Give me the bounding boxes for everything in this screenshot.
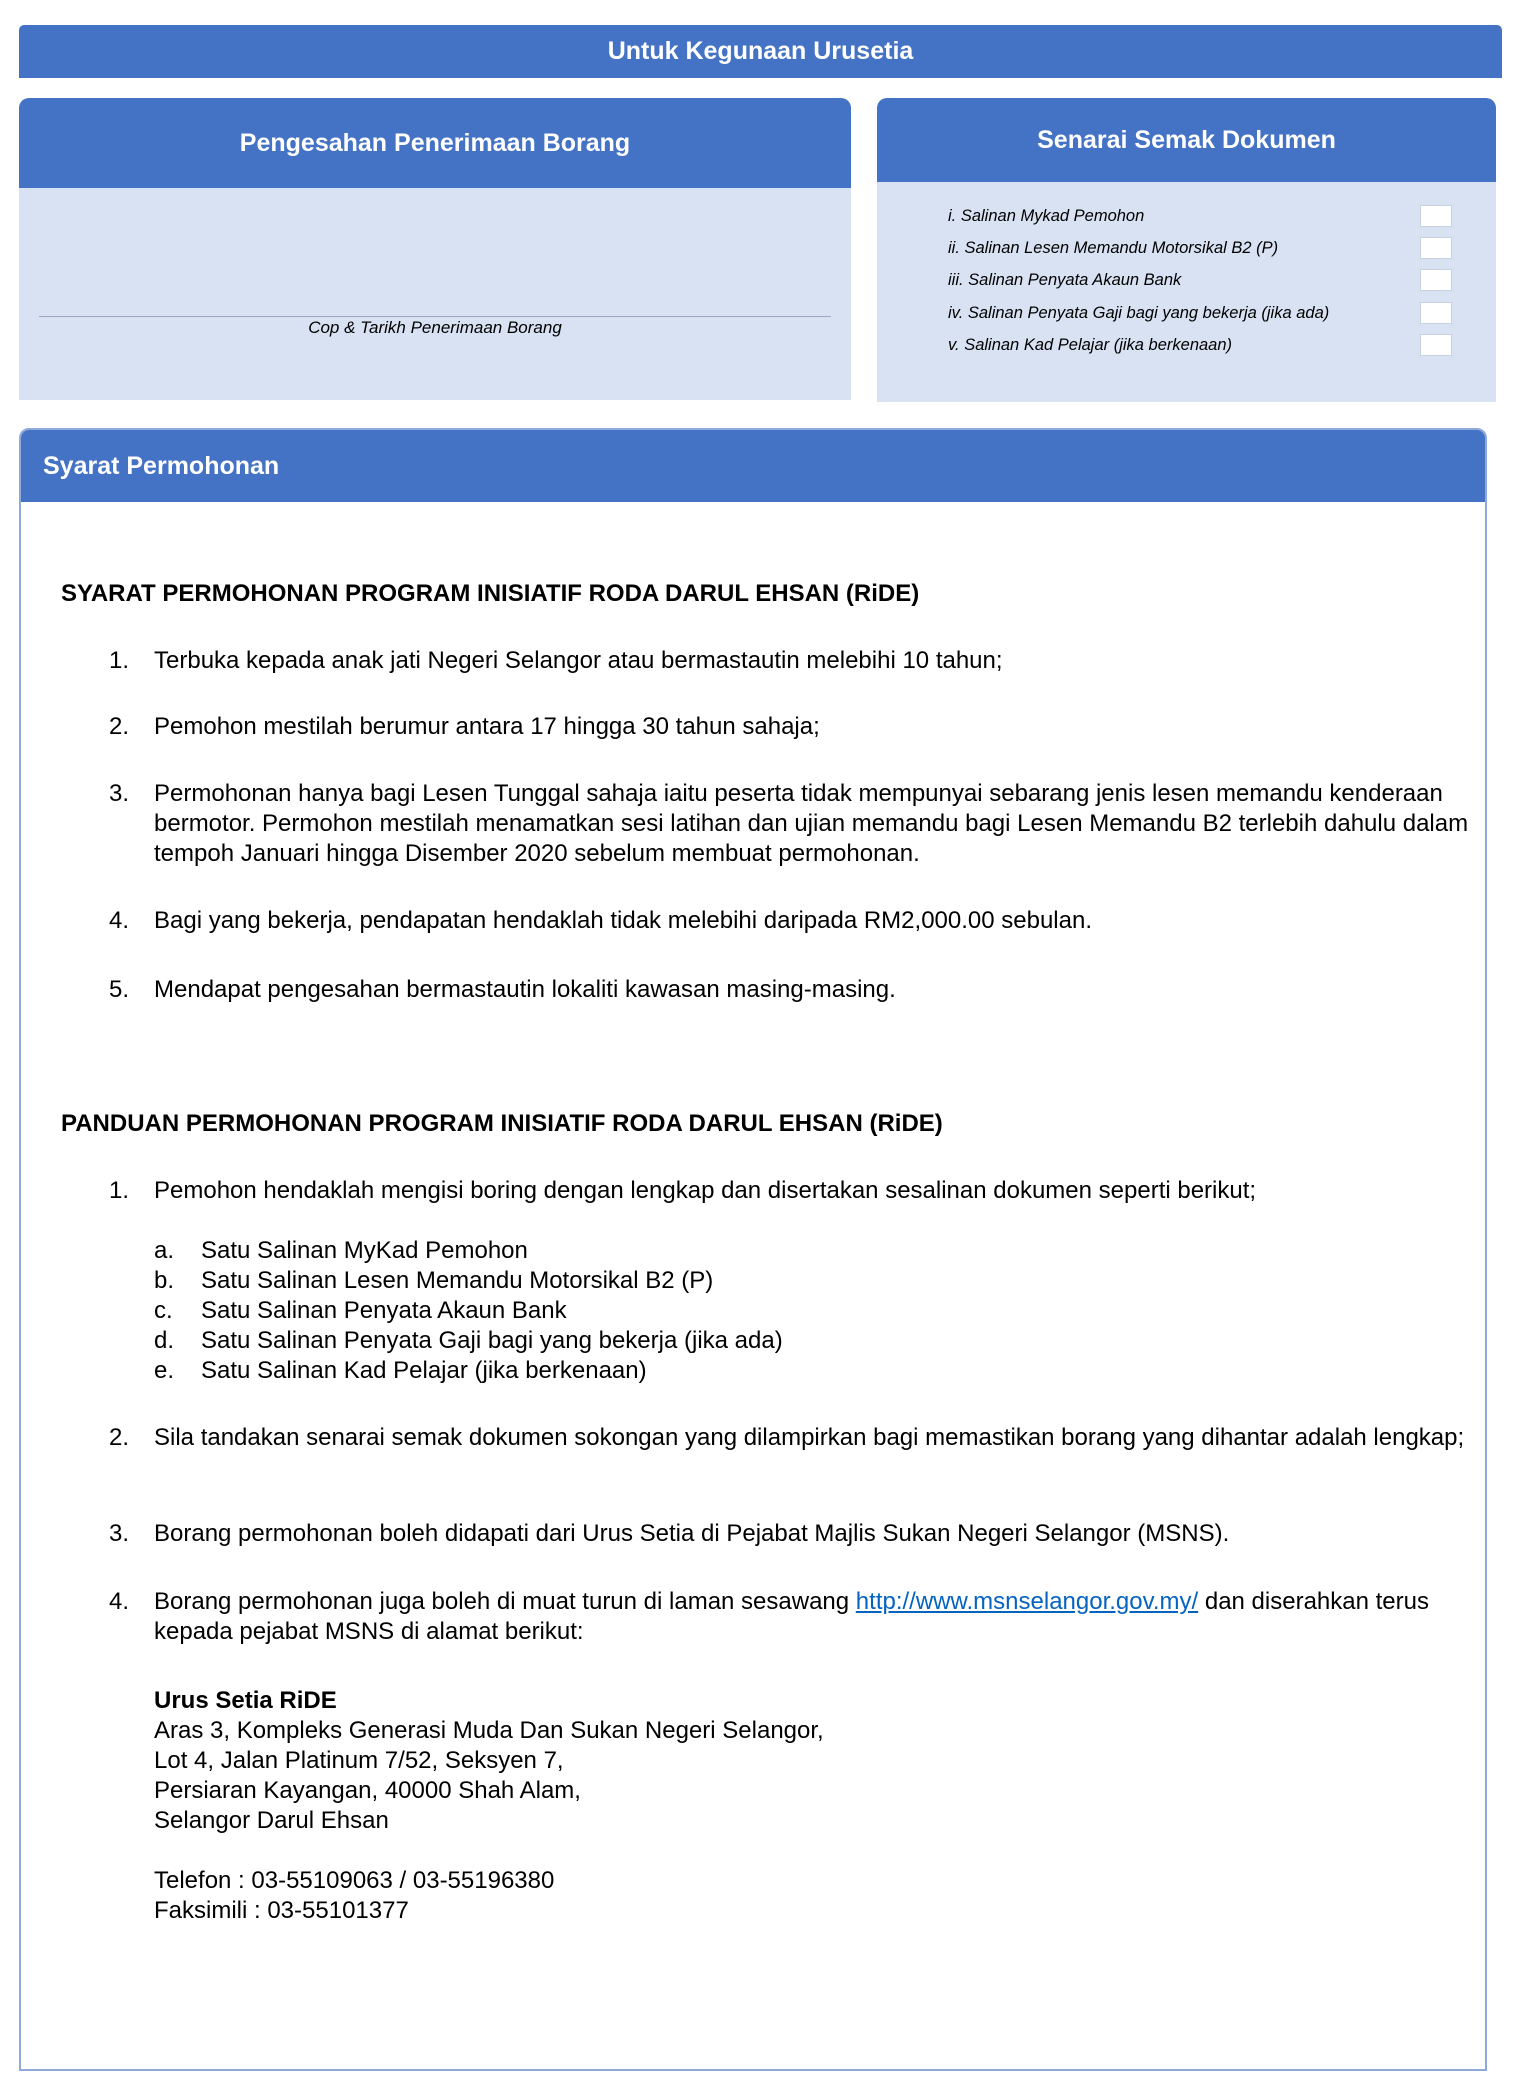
secretariat-address: [154, 1686, 824, 1836]
syarat-item-number: 4.: [109, 907, 130, 934]
panduan-item-number: 3.: [109, 1520, 130, 1547]
syarat-item-number: 2.: [109, 713, 130, 740]
sub-item-letter: b.: [154, 1267, 175, 1294]
panduan-item-text-after: dan diserahkan terus kepada pejabat MSNS di alamat berikut:: [154, 1588, 1429, 1645]
syarat-permohonan-header-title: Syarat Permohonan: [43, 451, 280, 480]
checklist-item: [948, 267, 1452, 293]
secretariat-contact: [154, 1866, 554, 1926]
panduan-item-text: Borang permohonan boleh didapati dari Urus Setia di Pejabat Majlis Sukan Negeri Selangor (MSNS).: [154, 1520, 1230, 1547]
checklist-panel-body: [877, 182, 1496, 402]
checklist-checkbox[interactable]: [1420, 205, 1452, 227]
panduan-item-text: [154, 1587, 1484, 1647]
syarat-item-number: 3.: [109, 780, 130, 807]
sub-item-letter: c.: [154, 1297, 173, 1324]
telefon-number: Telefon : 03-55109063 / 03-55196380: [154, 1867, 555, 1894]
syarat-permohonan-header: [21, 430, 1485, 502]
checklist-label: iii. Salinan Penyata Akaun Bank: [948, 270, 1182, 289]
checklist-checkbox[interactable]: [1420, 269, 1452, 291]
panduan-item-text: Pemohon hendaklah mengisi boring dengan lengkap dan disertakan sesalinan dokumen seperti berikut;: [154, 1177, 1257, 1204]
panduan-item-number: 2.: [109, 1424, 130, 1451]
checklist-checkbox[interactable]: [1420, 302, 1452, 324]
syarat-section-title: SYARAT PERMOHONAN PROGRAM INISIATIF RODA DARUL EHSAN (RiDE): [61, 580, 920, 607]
checklist-checkbox[interactable]: [1420, 237, 1452, 259]
stamp-signature-line: [39, 316, 831, 317]
syarat-item-number: 1.: [109, 647, 130, 674]
receipt-panel-header: [19, 98, 851, 188]
checklist-panel-title: Senarai Semak Dokumen: [1037, 125, 1336, 154]
checklist-label: iv. Salinan Penyata Gaji bagi yang bekerja (jika ada): [948, 303, 1330, 322]
checklist-checkbox[interactable]: [1420, 334, 1452, 356]
msns-website-link[interactable]: http://www.msnselangor.gov.my/: [855, 1588, 1199, 1615]
sub-item-letter: e.: [154, 1357, 175, 1384]
sub-item-text: Satu Salinan MyKad Pemohon: [201, 1237, 528, 1264]
syarat-item-text: Bagi yang bekerja, pendapatan hendaklah tidak melebihi daripada RM2,000.00 sebulan.: [154, 907, 1093, 934]
syarat-item-text: Mendapat pengesahan bermastautin lokaliti kawasan masing-masing.: [154, 976, 896, 1003]
checklist-item: [948, 235, 1452, 261]
checklist-label: ii. Salinan Lesen Memandu Motorsikal B2 (P): [948, 238, 1279, 257]
address-line: Selangor Darul Ehsan: [154, 1807, 389, 1834]
syarat-item-text: Pemohon mestilah berumur antara 17 hingga 30 tahun sahaja;: [154, 713, 820, 740]
syarat-item-text: Permohonan hanya bagi Lesen Tunggal sahaja iaitu peserta tidak mempunyai sebarang jenis lesen memandu kenderaan bermotor. Permohon mestilah menamatkan sesi latihan dan ujian memandu bagi Lesen Memandu B2 terlebih dahulu dalam tempoh Januari hingga Disember 2020 sebelum membuat permohonan.: [154, 780, 1469, 867]
faksimili-number: Faksimili : 03-55101377: [154, 1897, 409, 1924]
sub-item-letter: d.: [154, 1327, 175, 1354]
panduan-item-number: 4.: [109, 1588, 130, 1615]
receipt-panel-title: Pengesahan Penerimaan Borang: [239, 128, 631, 157]
address-name: Urus Setia RiDE: [154, 1687, 337, 1714]
checklist-label: i. Salinan Mykad Pemohon: [948, 206, 1145, 225]
panduan-item-text: Sila tandakan senarai semak dokumen sokongan yang dilampirkan bagi memastikan borang yang dihantar adalah lengkap;: [154, 1424, 1465, 1451]
banner-title: Untuk Kegunaan Urusetia: [607, 37, 914, 65]
checklist-item: [948, 300, 1452, 326]
sub-item-text: Satu Salinan Penyata Gaji bagi yang bekerja (jika ada): [201, 1327, 783, 1354]
checklist-item: [948, 203, 1452, 229]
syarat-permohonan-box: [19, 428, 1487, 2071]
receipt-panel-body: [19, 188, 851, 400]
checklist-label: v. Salinan Kad Pelajar (jika berkenaan): [948, 335, 1233, 354]
stamp-caption: Cop & Tarikh Penerimaan Borang: [308, 318, 562, 337]
sub-item-text: Satu Salinan Kad Pelajar (jika berkenaan): [201, 1357, 647, 1384]
panduan-item-text-before: Borang permohonan juga boleh di muat turun di laman sesawang: [154, 1588, 856, 1615]
sub-item-letter: a.: [154, 1237, 175, 1264]
checklist-panel-header: [877, 98, 1496, 182]
syarat-item-text: Terbuka kepada anak jati Negeri Selangor atau bermastautin melebihi 10 tahun;: [154, 647, 1003, 674]
panduan-section-title: PANDUAN PERMOHONAN PROGRAM INISIATIF RODA DARUL EHSAN (RiDE): [61, 1110, 943, 1137]
address-line: Aras 3, Kompleks Generasi Muda Dan Sukan Negeri Selangor,: [154, 1717, 824, 1744]
sub-item-text: Satu Salinan Penyata Akaun Bank: [201, 1297, 567, 1324]
checklist-item: [948, 332, 1452, 358]
sub-item-text: Satu Salinan Lesen Memandu Motorsikal B2 (P): [201, 1267, 714, 1294]
address-line: Lot 4, Jalan Platinum 7/52, Seksyen 7,: [154, 1747, 564, 1774]
syarat-item-number: 5.: [109, 976, 130, 1003]
panduan-item-number: 1.: [109, 1177, 130, 1204]
secretariat-banner: [19, 25, 1502, 78]
address-line: Persiaran Kayangan, 40000 Shah Alam,: [154, 1777, 581, 1804]
